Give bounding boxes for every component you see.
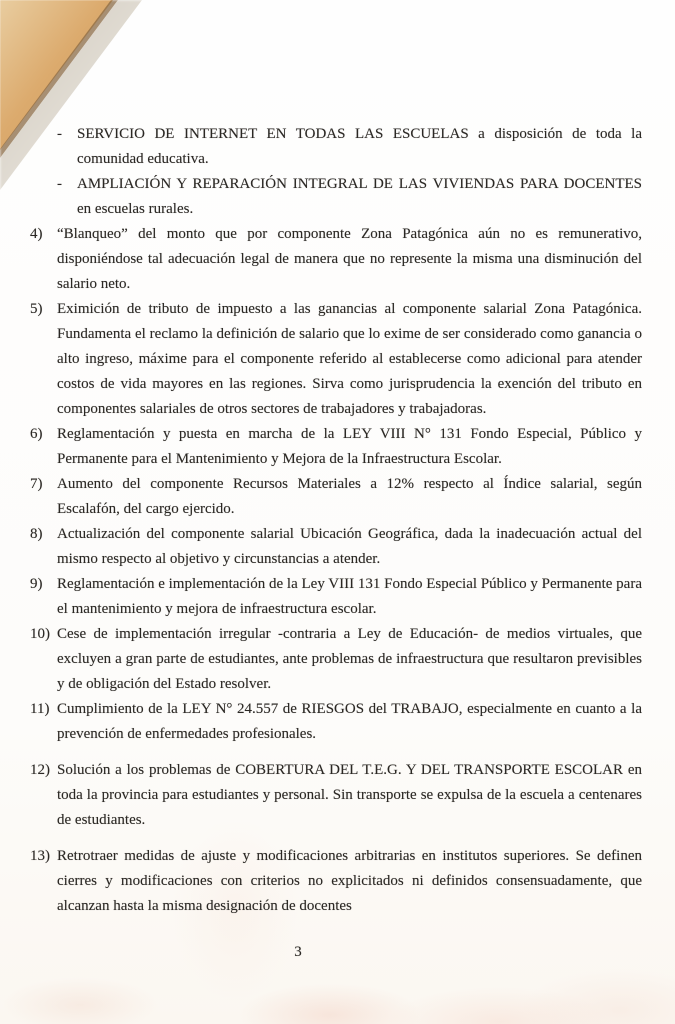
bullet-list: [57, 122, 642, 222]
bullet-dash: -: [57, 176, 62, 192]
item-number: 6): [30, 426, 43, 442]
item-number: 11): [30, 701, 50, 717]
numbered-item: [30, 297, 642, 422]
item-number: 7): [30, 476, 43, 492]
item-number: 13): [30, 848, 50, 864]
item-text: Eximición de tributo de impuesto a las ganancias al componente salarial Zona Patagónica. Fundamenta el reclamo la definición de salario que lo exime de ser considerado como ganancia o alto ingreso, máxime para el componente referido al establecerse como adicional para atender costos de vida mayores en las regiones. Sirva como jurisprudencia la exención del tributo en componentes salariales de otros sectores de trabajadores y trabajadoras.: [57, 301, 642, 417]
item-number: 9): [30, 576, 43, 592]
numbered-item: [30, 622, 642, 697]
item-text: Reglamentación y puesta en marcha de la LEY VIII N° 131 Fondo Especial, Público y Permanente para el Mantenimiento y Mejora de la Infraestructura Escolar.: [57, 426, 642, 467]
item-text: Solución a los problemas de COBERTURA DEL T.E.G. Y DEL TRANSPORTE ESCOLAR en toda la provincia para estudiantes y personal. Sin transporte se expulsa de la escuela a centenares de estudiantes.: [57, 762, 642, 828]
numbered-item: [30, 572, 642, 622]
numbered-item: [30, 844, 642, 919]
item-text: Actualización del componente salarial Ubicación Geográfica, dada la inadecuación actual del mismo respecto al objetivo y circunstancias a atender.: [57, 526, 642, 567]
numbered-list: [30, 222, 642, 919]
bullet-text: SERVICIO DE INTERNET EN TODAS LAS ESCUELAS a disposición de toda la comunidad educativa.: [77, 126, 642, 167]
item-text: Aumento del componente Recursos Materiales a 12% respecto al Índice salarial, según Escalafón, del cargo ejercido.: [57, 476, 642, 517]
item-number: 4): [30, 226, 43, 242]
item-number: 10): [30, 626, 50, 642]
item-number: 12): [30, 762, 50, 778]
list-item: [57, 172, 642, 222]
numbered-item: [30, 222, 642, 297]
list-item: [57, 122, 642, 172]
item-number: 8): [30, 526, 43, 542]
numbered-item: [30, 472, 642, 522]
document-content: [30, 122, 642, 965]
numbered-item: [30, 522, 642, 572]
item-text: Retrotraer medidas de ajuste y modificaciones arbitrarias en institutos superiores. Se definen cierres y modificaciones con criterios no explicitados ni definidos consensuadamente, que alcanzan hasta la misma designación de docentes: [57, 848, 642, 914]
item-text: “Blanqueo” del monto que por componente Zona Patagónica aún no es remunerativo, disponiéndose tal adecuación legal de manera que no represente la misma una disminución del salario neto.: [57, 226, 642, 292]
item-text: Cese de implementación irregular -contraria a Ley de Educación- de medios virtuales, que excluyen a gran parte de estudiantes, ante problemas de infraestructura que resultaron previsibles y de obligación del Estado resolver.: [57, 626, 642, 692]
numbered-item: [30, 758, 642, 833]
item-number: 5): [30, 301, 43, 317]
numbered-item: [30, 422, 642, 472]
page-number: 3: [294, 944, 302, 960]
bullet-dash: -: [57, 126, 62, 142]
bullet-text: AMPLIACIÓN Y REPARACIÓN INTEGRAL DE LAS VIVIENDAS PARA DOCENTES en escuelas rurales.: [77, 176, 642, 217]
item-text: Cumplimiento de la LEY N° 24.557 de RIESGOS del TRABAJO, especialmente en cuanto a la prevención de enfermedades profesionales.: [57, 701, 642, 742]
item-text: Reglamentación e implementación de la Ley VIII 131 Fondo Especial Público y Permanente para el mantenimiento y mejora de infraestructura escolar.: [57, 576, 642, 617]
numbered-item: [30, 697, 642, 747]
